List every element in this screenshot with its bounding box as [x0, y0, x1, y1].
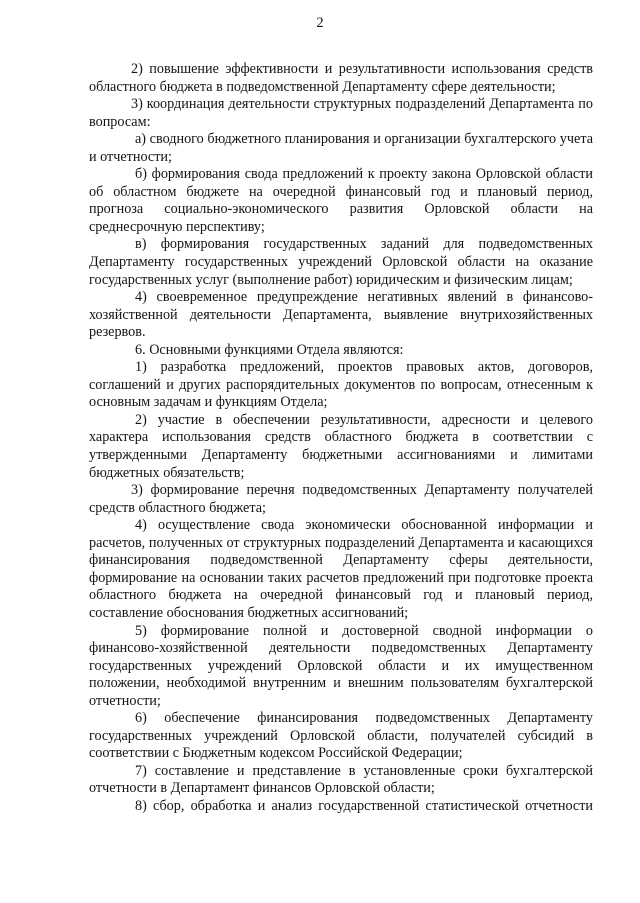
paragraph-function-2: 2) участие в обеспечении результативности, адресности и целевого характера использования средств областного бюджета в соответствии с утвержденными Департаменту бюджетными ассигнованиями и лимитами бюджетных обязательств;	[89, 411, 593, 481]
paragraph-function-7: 7) составление и представление в установленные сроки бухгалтерской отчетности в Департамент финансов Орловской области;	[89, 762, 593, 797]
paragraph-task-2: 2) повышение эффективности и результативности использования средств областного бюджета в подведомственной Департаменту сфере деятельности;	[89, 61, 593, 95]
paragraph-task-3: 3) координация деятельности структурных подразделений Департамента по вопросам:	[89, 96, 593, 130]
paragraph-function-3: 3) формирование перечня подведомственных Департаменту получателей средств областного бюджета;	[89, 482, 593, 516]
paragraph-function-8: 8) сбор, обработка и анализ государственной статистической отчетности	[135, 797, 593, 814]
paragraph-function-6: 6) обеспечение финансирования подведомственных Департаменту государственных учреждений Орловской области, получателей субсидий в соответствии с Бюджетным кодексом Российской Федерации;	[89, 710, 593, 762]
document-body	[89, 61, 593, 816]
paragraph-task-3b: б) формирования свода предложений к проекту закона Орловской области об областном бюджете на очередной финансовый год и плановый период, прогноза социально-экономического развития Орловской области на среднесрочную перспективу;	[89, 166, 593, 235]
paragraph-function-1: 1) разработка предложений, проектов правовых актов, договоров, соглашений и других распорядительных документов по вопросам, отнесенным к основным задачам и функциям Отдела;	[89, 359, 593, 411]
paragraph-task-3c: в) формирования государственных заданий для подведомственных Департаменту государственных учреждений Орловской области на оказание государственных услуг (выполнение работ) юридическим и физическим лицам;	[89, 236, 593, 288]
paragraph-section-6-heading: 6. Основными функциями Отдела являются:	[135, 341, 404, 358]
paragraph-task-4: 4) своевременное предупреждение негативных явлений в финансово-хозяйственной деятельности Департамента, выявление внутрихозяйственных резервов.	[89, 289, 593, 341]
paragraph-function-5: 5) формирование полной и достоверной сводной информации о финансово-хозяйственной деятельности подведомственных Департаменту государственных учреждений Орловской области и их имущественном положении, необходимой внутренним и внешним пользователям бухгалтерской отчетности;	[89, 622, 593, 709]
paragraph-task-3a: а) сводного бюджетного планирования и организации бухгалтерского учета и отчетности;	[89, 131, 593, 165]
paragraph-function-4: 4) осуществление свода экономически обоснованной информации и расчетов, полученных от структурных подразделений Департамента и касающихся финансирования подведомственной Департаменту сферы деятельности, формирование на основании таких расчетов предложений при подготовке проекта областного бюджета на очередной финансовый год и плановый период, составление обоснования бюджетных ассигнований;	[89, 517, 593, 621]
page-number: 2	[316, 15, 324, 31]
